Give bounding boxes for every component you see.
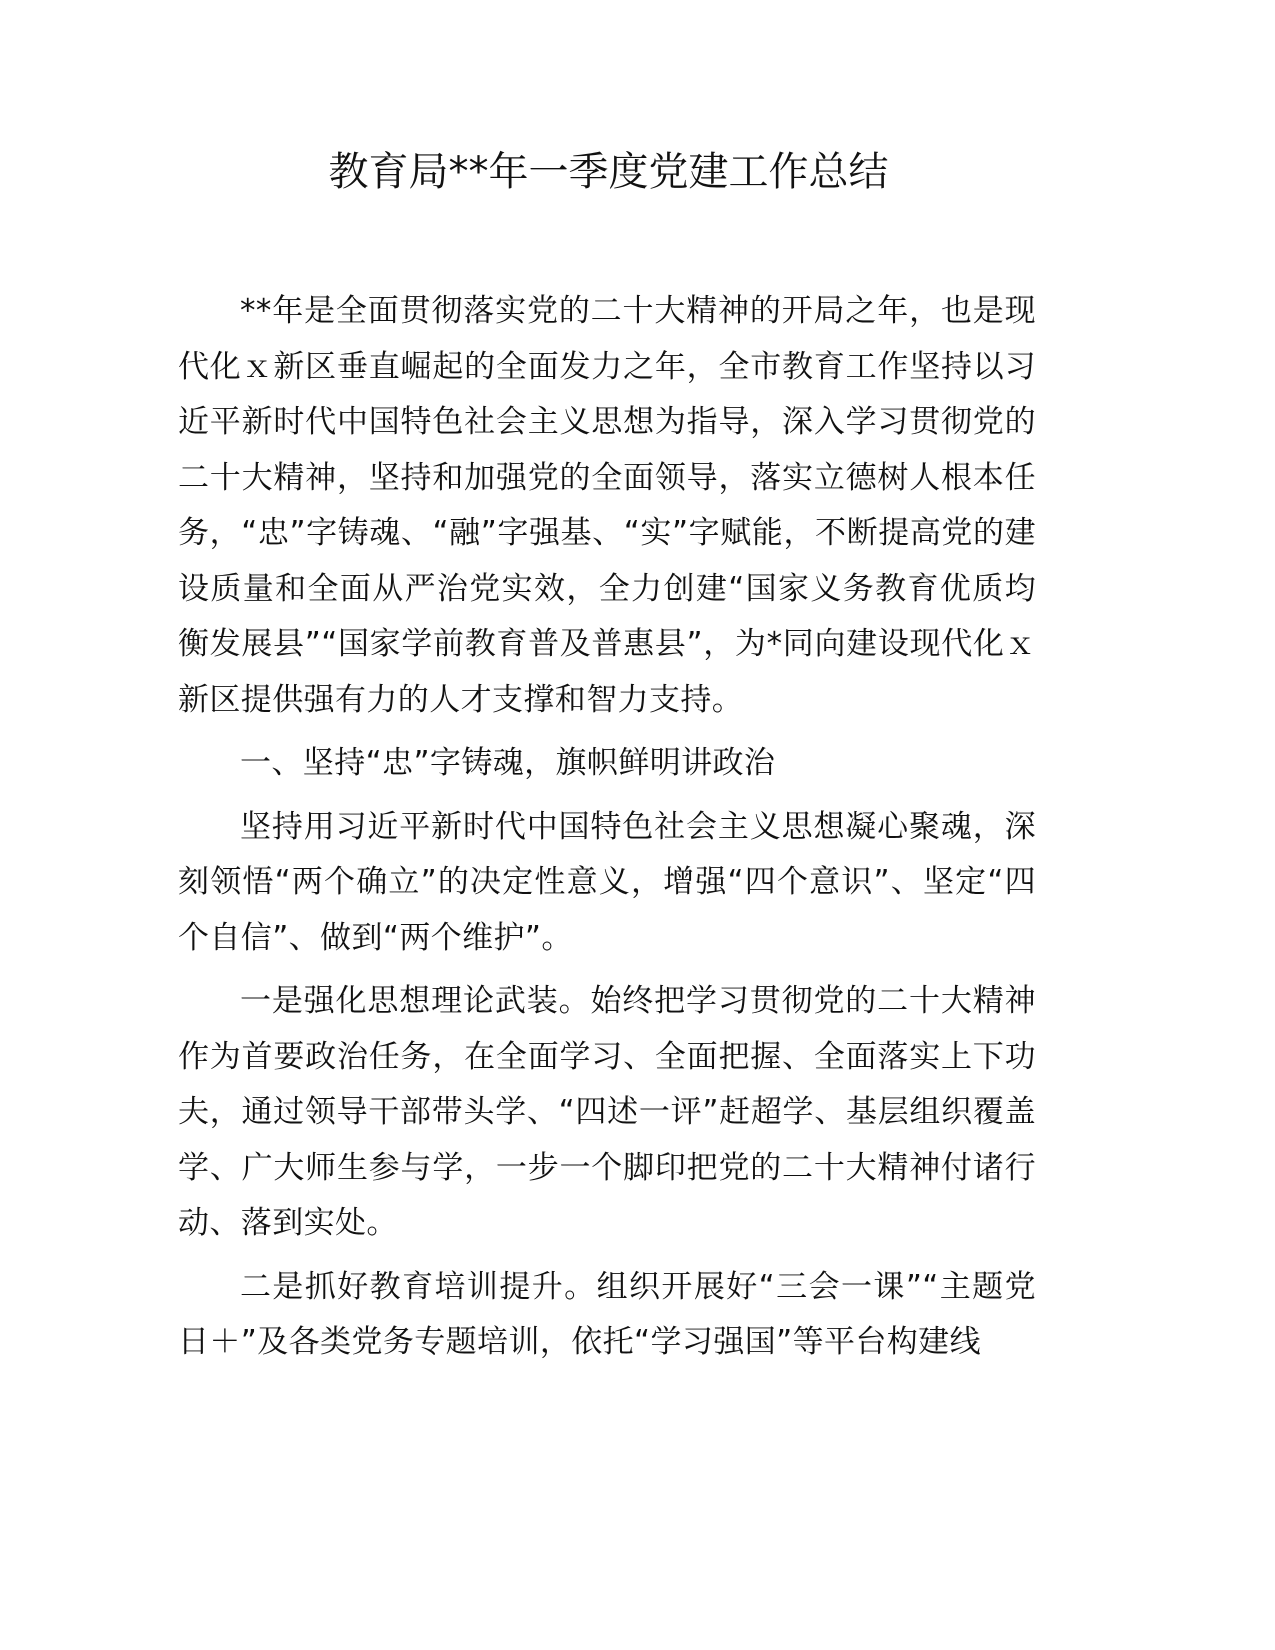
section-1-paragraph: 坚持用习近平新时代中国特色社会主义思想凝心聚魂，深刻领悟“两个确立”的决定性意义，增强“四个意识”、坚定“四个自信”、做到“两个维护”。 — [178, 808, 1036, 956]
document-title: 教育局**年一季度党建工作总结 — [328, 149, 889, 195]
intro-paragraph: **年是全面贯彻落实党的二十大精神的开局之年，也是现代化ｘ新区垂直崛起的全面发力之年，全市教育工作坚持以习近平新时代中国特色社会主义思想为指导，深入学习贯彻党的二十大精神，坚持和加强党的全面领导，落实立德树人根本任务，“忠”字铸魂、“融”字强基、“实”字赋能，不断提高党的建设质量和全面从严治党实效，全力创建“国家义务教育优质均衡发展县”“国家学前教育普及普惠县”，为*同向建设现代化ｘ新区提供强有力的人才支撑和智力支持。 — [178, 293, 1036, 718]
point-1-paragraph: 一是强化思想理论武装。始终把学习贯彻党的二十大精神作为首要政治任务，在全面学习、全面把握、全面落实上下功夫，通过领导干部带头学、“四述一评”赶超学、基层组织覆盖学、广大师生参与学，一步一个脚印把党的二十大精神付诸行动、落到实处。 — [178, 983, 1036, 1241]
document-body — [178, 284, 1036, 1371]
section-heading-1: 一、坚持“忠”字铸魂，旗帜鲜明讲政治 — [240, 745, 776, 781]
point-2-paragraph: 二是抓好教育培训提升。组织开展好“三会一课”“主题党日＋”及各类党务专题培训，依托“学习强国”等平台构建线 — [178, 1268, 1036, 1360]
